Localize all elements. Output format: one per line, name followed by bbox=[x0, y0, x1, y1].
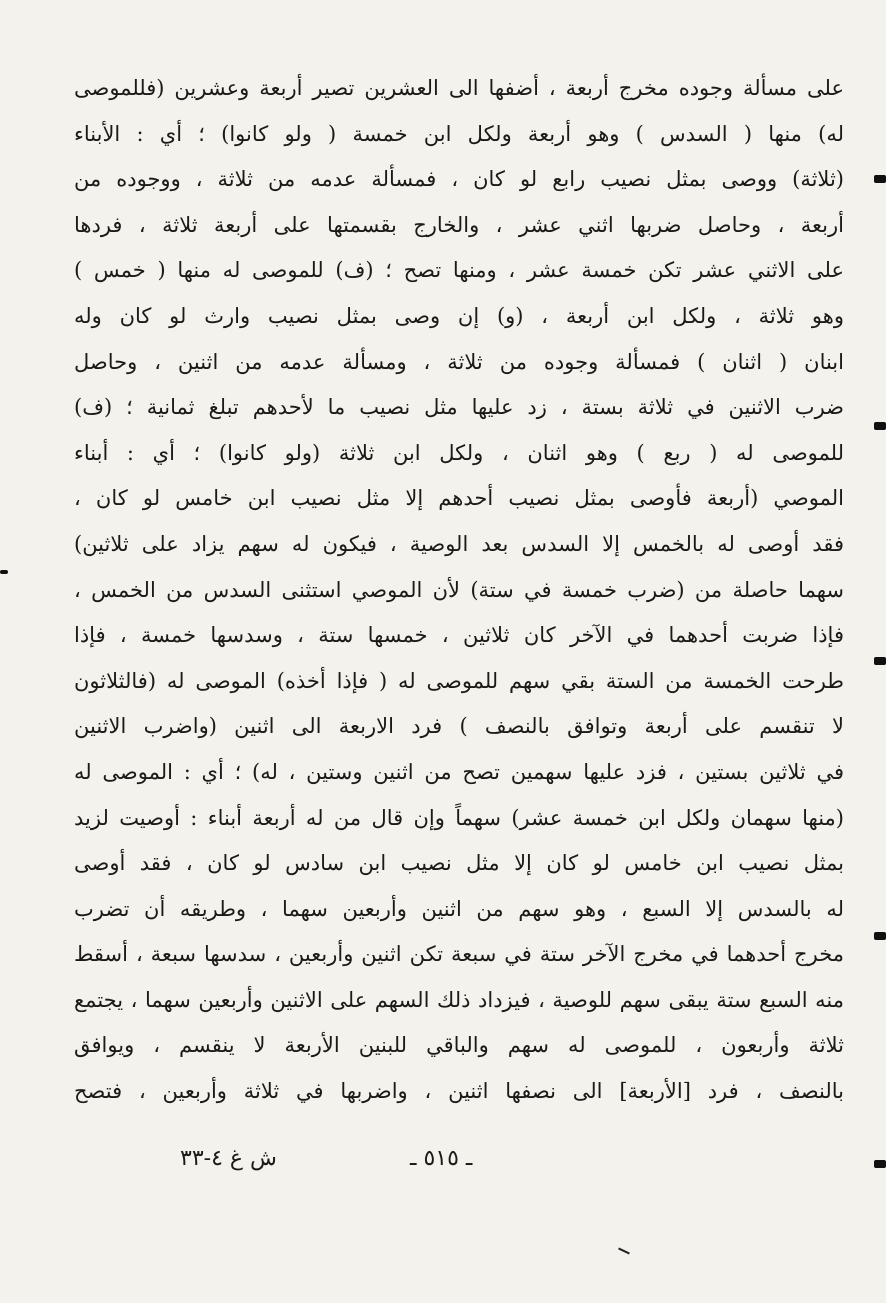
text-line: (ثلاثة) ووصى بمثل نصيب رابع لو كان ، فمسألة عدمه من ثلاثة ، ووجوده من bbox=[74, 167, 844, 192]
text-line: لا تنقسم على أربعة وتوافق بالنصف ) فرد الاربعة الى اثنين (واضرب الاثنين bbox=[74, 714, 844, 739]
binding-mark bbox=[874, 657, 886, 665]
text-line: طرحت الخمسة من الستة بقي سهم للموصى له ( فإذا أخذه) الموصى له (فالثلاثون bbox=[74, 668, 844, 693]
text-line: في ثلاثين بستين ، فزد عليها سهمين تصح من اثنين وستين ، له) ؛ أي : الموصى له bbox=[74, 759, 844, 784]
binding-mark bbox=[874, 1160, 886, 1168]
text-line: له بالسدس إلا السبع ، وهو سهم من اثنين وأربعين سهما ، وطريقه أن تضرب bbox=[74, 896, 844, 921]
text-line: ثلاثة وأربعون ، للموصى له سهم والباقي للبنين الأربعة لا ينقسم ، ويوافق bbox=[74, 1033, 844, 1058]
text-line: على مسألة وجوده مخرج أربعة ، أضفها الى العشرين تصير أربعة وعشرين (فللموصى bbox=[74, 76, 844, 100]
binding-mark bbox=[874, 175, 886, 183]
text-line: فإذا ضربت أحدهما في الآخر كان ثلاثين ، خمسها ستة ، وسدسها خمسة ، فإذا bbox=[74, 623, 844, 648]
binding-mark bbox=[0, 570, 8, 574]
text-line: بمثل نصيب ابن خامس لو كان إلا مثل نصيب ابن سادس لو كان ، فقد أوصى bbox=[74, 851, 844, 876]
text-line: له) منها ( السدس ) وهو أربعة ولكل ابن خمسة ( ولو كانوا) ؛ أي : الأبناء bbox=[74, 121, 844, 146]
text-line: (منها سهمان ولكل ابن خمسة عشر) سهماً وإن قال من له أربعة أبناء : أوصيت لزيد bbox=[74, 805, 844, 830]
scan-speck bbox=[618, 1248, 630, 1255]
text-line: فقد أوصى له بالخمس إلا السدس بعد الوصية ، فيكون له سهم يزاد على ثلاثين) bbox=[74, 531, 844, 556]
binding-mark bbox=[874, 422, 886, 430]
text-line: أربعة ، وحاصل ضربها اثني عشر ، والخارج بقسمتها على أربعة ثلاثة ، فردها bbox=[74, 212, 844, 237]
text-line: الموصي (أربعة فأوصى بمثل نصيب أحدهم إلا مثل نصيب ابن خامس لو كان ، bbox=[74, 486, 844, 511]
text-line: وهو ثلاثة ، ولكل ابن أربعة ، (و) إن وصى بمثل نصيب وارث لو كان وله bbox=[74, 303, 844, 328]
text-line: منه السبع ستة يبقى سهم للوصية ، فيزداد ذلك السهم على الاثنين وأربعين سهما ، يجتمع bbox=[74, 987, 844, 1012]
text-line: ابنان ( اثنان ) فمسألة وجوده من ثلاثة ، ومسألة عدمه من اثنين ، وحاصل bbox=[74, 349, 844, 374]
text-line: للموصى له ( ربع ) وهو اثنان ، ولكل ابن ثلاثة (ولو كانوا) ؛ أي : أبناء bbox=[74, 440, 844, 465]
page-footer bbox=[0, 1146, 886, 1186]
body-text bbox=[74, 66, 844, 1115]
text-line: على الاثني عشر تكن خمسة عشر ، ومنها تصح ؛ (ف) للموصى له منها ( خمس ) bbox=[74, 258, 844, 283]
text-line: بالنصف ، فرد [الأربعة] الى نصفها اثنين ، واضربها في ثلاثة وأربعين ، فتصح bbox=[74, 1079, 844, 1104]
signature-mark: ش غ ٤-٣٣ bbox=[180, 1146, 277, 1171]
text-line: سهما حاصلة من (ضرب خمسة في ستة) لأن الموصي استثنى السدس من الخمس ، bbox=[74, 577, 844, 602]
binding-mark bbox=[874, 932, 886, 940]
text-line: ضرب الاثنين في ثلاثة بستة ، زد عليها مثل نصيب ما لأحدهم تبلغ ثمانية ؛ (ف) bbox=[74, 395, 844, 420]
text-line: مخرج أحدهما في مخرج الآخر ستة في سبعة تكن اثنين وأربعين ، سدسها سبعة ، أسقط bbox=[74, 942, 844, 967]
page-number: ـ ٥١٥ ـ bbox=[410, 1146, 473, 1171]
